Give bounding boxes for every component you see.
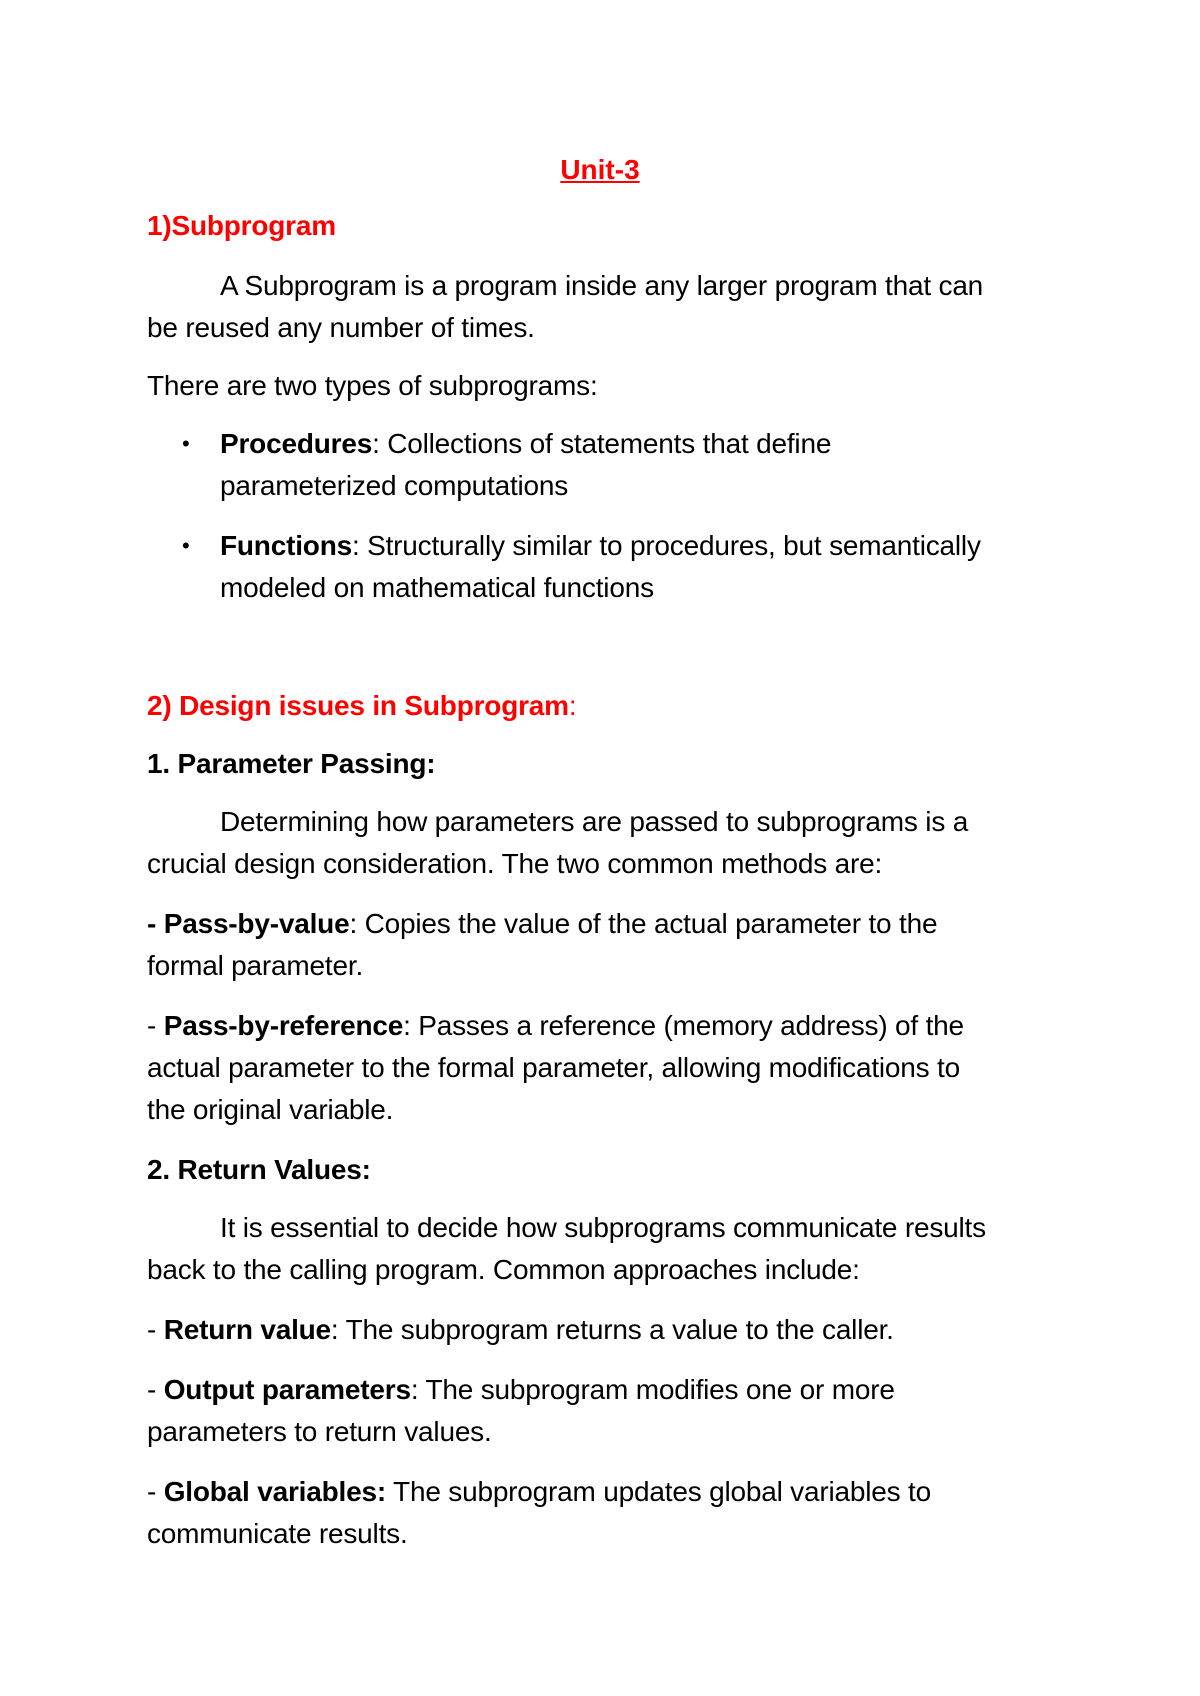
output-parameters-term: Output parameters <box>163 1374 411 1405</box>
section1-heading: 1)Subprogram <box>147 210 336 241</box>
pass-by-reference-line1: - Pass-by-reference: Passes a reference (memory address) of the <box>147 1010 964 1041</box>
section1-types-intro: There are two types of subprograms: <box>147 370 598 401</box>
section1-intro-line1: A Subprogram is a program inside any larger program that can <box>220 270 984 301</box>
pass-by-value-term: Pass-by-value <box>163 908 350 939</box>
return-value-item: - Return value: The subprogram returns a value to the caller. <box>147 1314 894 1345</box>
return-value-term: Return value <box>163 1314 331 1345</box>
bullet-procedures-line1: Procedures: Collections of statements that define <box>220 428 832 459</box>
bullet-functions-line2: modeled on mathematical functions <box>220 572 654 603</box>
return-values-para-line2: back to the calling program. Common approaches include: <box>147 1254 860 1285</box>
section2-heading: 2) Design issues in Subprogram: <box>147 690 577 721</box>
global-variables-line1: - Global variables: The subprogram updates global variables to <box>147 1476 931 1507</box>
pass-by-reference-line2: actual parameter to the formal parameter, allowing modifications to <box>147 1052 961 1083</box>
pass-by-value-line2: formal parameter. <box>147 950 364 981</box>
pass-by-value-line1: - Pass-by-value: Copies the value of the actual parameter to the <box>147 908 938 939</box>
bullet-functions-line1: Functions: Structurally similar to procedures, but semantically <box>220 530 981 561</box>
return-values-para-line1: It is essential to decide how subprograms communicate results <box>220 1212 986 1243</box>
output-parameters-line2: parameters to return values. <box>147 1416 492 1447</box>
bullet-dot-icon: • <box>182 533 190 558</box>
bullet-dot-icon: • <box>182 431 190 456</box>
param-passing-heading: 1. Parameter Passing: <box>147 748 436 779</box>
page-title: Unit-3 <box>560 154 640 185</box>
section1-intro-line2: be reused any number of times. <box>147 312 535 343</box>
output-parameters-line1: - Output parameters: The subprogram modifies one or more <box>147 1374 895 1405</box>
pass-by-reference-line3: the original variable. <box>147 1094 394 1125</box>
param-passing-para-line1: Determining how parameters are passed to subprograms is a <box>220 806 969 837</box>
bullet-procedures-term: Procedures <box>220 428 373 459</box>
bullet-procedures-line2: parameterized computations <box>220 470 569 501</box>
pass-by-reference-term: Pass-by-reference <box>163 1010 404 1041</box>
return-values-heading: 2. Return Values: <box>147 1154 371 1185</box>
param-passing-para-line2: crucial design consideration. The two common methods are: <box>147 848 883 879</box>
global-variables-term: Global variables: <box>163 1476 386 1507</box>
global-variables-line2: communicate results. <box>147 1518 408 1549</box>
bullet-functions-term: Functions <box>220 530 352 561</box>
